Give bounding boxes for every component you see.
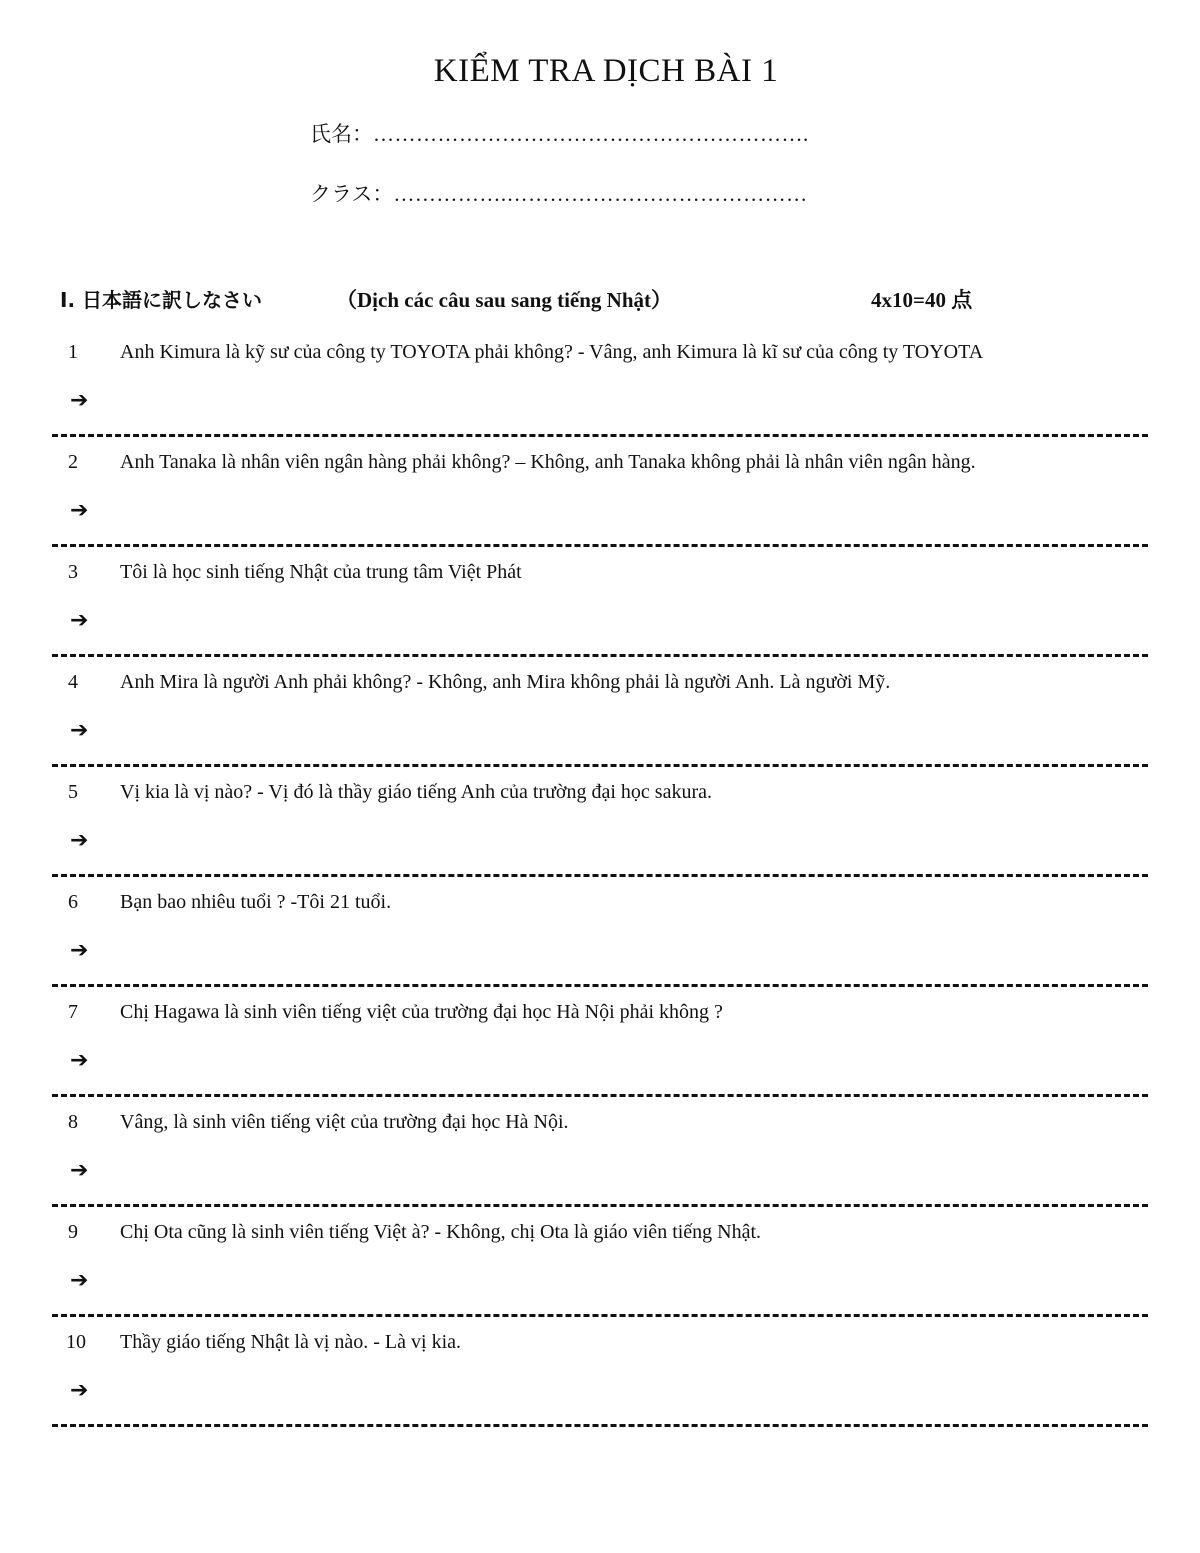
answer-divider <box>52 1314 1148 1317</box>
question-text: Thầy giáo tiếng Nhật là vị nào. - Là vị kia. <box>120 1331 462 1353</box>
question-item <box>52 1330 1148 1440</box>
section-score: 4x10=40 点 <box>871 288 973 312</box>
name-field[interactable] <box>310 122 809 147</box>
answer-divider <box>52 874 1148 877</box>
class-blank-line: …………….…………………………………… <box>393 182 808 206</box>
answer-divider <box>52 1094 1148 1097</box>
question-text: Chị Hagawa là sinh viên tiếng việt của trường đại học Hà Nội phải không ? <box>120 1001 723 1023</box>
question-item <box>52 1110 1148 1220</box>
answer-divider <box>52 654 1148 657</box>
answer-divider <box>52 1204 1148 1207</box>
question-number: 1 <box>68 341 78 363</box>
answer-divider <box>52 434 1148 437</box>
section-heading-jp: I. 日本語に訳しなさい <box>60 288 263 312</box>
question-text: Vâng, là sinh viên tiếng việt của trường đại học Hà Nội. <box>120 1111 569 1133</box>
question-number: 2 <box>68 451 78 473</box>
question-number: 9 <box>68 1221 78 1243</box>
question-number: 4 <box>68 671 78 693</box>
class-field[interactable] <box>310 182 808 207</box>
answer-arrow-icon: ➔ <box>70 938 89 963</box>
question-item <box>52 890 1148 1000</box>
question-text: Bạn bao nhiêu tuổi ? -Tôi 21 tuổi. <box>120 891 392 913</box>
question-number: 8 <box>68 1111 78 1133</box>
name-label: 氏名： <box>310 122 373 146</box>
answer-arrow-icon: ➔ <box>70 1378 89 1403</box>
answer-arrow-icon: ➔ <box>70 498 89 523</box>
class-label: クラス： <box>310 182 394 206</box>
answer-arrow-icon: ➔ <box>70 1158 89 1183</box>
name-blank-line: ……………………………………………………. <box>373 122 809 146</box>
answer-divider <box>52 544 1148 547</box>
question-number: 7 <box>68 1001 78 1023</box>
question-text: Anh Tanaka là nhân viên ngân hàng phải không? – Không, anh Tanaka không phải là nhân viên ngân hàng. <box>120 451 976 473</box>
question-item <box>52 340 1148 450</box>
question-text: Vị kia là vị nào? - Vị đó là thầy giáo tiếng Anh của trường đại học sakura. <box>120 781 713 803</box>
question-text: Anh Kimura là kỹ sư của công ty TOYOTA phải không? - Vâng, anh Kimura là kĩ sư của công ty TOYOTA <box>120 341 984 363</box>
page-title: KIỂM TRA DỊCH BÀI 1 <box>433 53 779 89</box>
question-number: 3 <box>68 561 78 583</box>
answer-arrow-icon: ➔ <box>70 718 89 743</box>
answer-arrow-icon: ➔ <box>70 1048 89 1073</box>
answer-arrow-icon: ➔ <box>70 388 89 413</box>
answer-arrow-icon: ➔ <box>70 828 89 853</box>
question-item <box>52 780 1148 890</box>
question-number: 5 <box>68 781 78 803</box>
question-item <box>52 1000 1148 1110</box>
answer-divider <box>52 984 1148 987</box>
answer-divider <box>52 1424 1148 1427</box>
question-number: 6 <box>68 891 78 913</box>
question-item <box>52 450 1148 560</box>
question-text: Chị Ota cũng là sinh viên tiếng Việt à? - Không, chị Ota là giáo viên tiếng Nhật. <box>120 1221 762 1243</box>
question-text: Anh Mira là người Anh phải không? - Không, anh Mira không phải là người Anh. Là người Mỹ. <box>120 671 891 693</box>
question-item <box>52 560 1148 670</box>
section-heading-vn: （Dịch các câu sau sang tiếng Nhật） <box>336 288 673 312</box>
question-item <box>52 670 1148 780</box>
question-text: Tôi là học sinh tiếng Nhật của trung tâm Việt Phát <box>120 561 522 583</box>
question-item <box>52 1220 1148 1330</box>
answer-arrow-icon: ➔ <box>70 608 89 633</box>
answer-divider <box>52 764 1148 767</box>
section-heading <box>60 288 1150 313</box>
answer-arrow-icon: ➔ <box>70 1268 89 1293</box>
question-number: 10 <box>66 1331 86 1353</box>
